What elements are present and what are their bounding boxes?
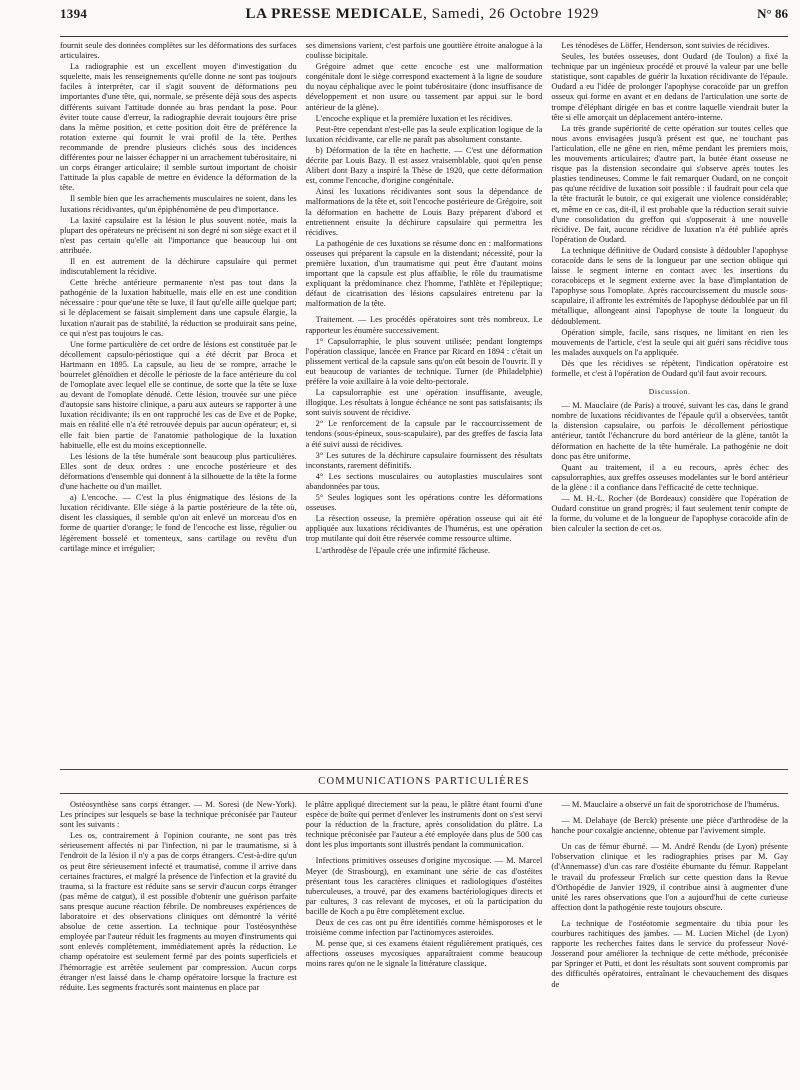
paragraph: M. pense que, si ces examens étaient régulièrement pratiqués, ces affections osseuses mycosiques apparaîtraient comme beaucoup moins rares qu'on ne le signale la littérature classique. bbox=[305, 939, 543, 969]
paragraph: 4° Les sections musculaires ou autoplasties musculaires sont abandonnées par tous. bbox=[305, 471, 543, 491]
paragraph: Ostéosynthèse sans corps étranger. — M. Soresi (de New-York). Les principes sur lesquels se base la technique préconisée par l'auteur sont les suivants : bbox=[60, 800, 297, 830]
masthead bbox=[60, 6, 788, 37]
paragraph: La technique de l'ostéotomie segmentaire du tibia pour les courbures rachitiques des jambes. — M. Lucien Michel (de Lyon) rapporte les recherches faites dans le service du professeur Nové-Josserand pour améliorer la technique de cette méthode, préconisée par Springer et Putti, et dont les résultats sont souvent compromis par des difficultés opératoires, entraînant le chevauchement des disques de bbox=[551, 918, 789, 989]
section-title: COMMUNICATIONS PARTICULIÈRES bbox=[318, 776, 530, 787]
paragraph: fournit seule des données complètes sur les déformations des surfaces articulaires. bbox=[60, 41, 297, 61]
paragraph: 1° Capsulorraphie, le plus souvent utilisée; pendant longtemps l'opération classique, lancée en France par Ricard en 1894 : c'était un plissement vertical de la capsule sans qu'on eût besoin de l'ouvrir. Il y eut beaucoup de variantes de technique. Turner (de Philadelphie) préfère la voie axillaire à la voie delto-pectorale. bbox=[305, 336, 543, 386]
issue-number: N° 86 bbox=[757, 6, 788, 21]
discussion-heading: Discussion. bbox=[648, 387, 691, 397]
column-3 bbox=[551, 800, 788, 1090]
paragraph: le plâtre appliqué directement sur la peau, le plâtre étant fourni d'une espèce de boîte qui permet d'enlever les instruments dont on s'est servi pour la réduction de la fracture, après consolidation du plâtre. La technique préconisée par l'auteur a été employée dans plus de 500 cas dont les plus importants sont illustrés pendant la communication. bbox=[305, 800, 543, 850]
paragraph: Cette brèche antérieure permanente n'est pas tout dans la pathogénie de la luxation habituelle, mais elle en est une condition nécessaire : pour que'une tête se luxe, il faut qu'elle aille quelque part; si le déplacement se faisait simplement dans une capsule élargie, la luxation n'aurait pas de stabilité, la réduction se produirait sans peine, ce qui n'est pas toujours le cas. bbox=[60, 278, 297, 338]
column-1 bbox=[60, 41, 297, 763]
article-columns bbox=[60, 41, 788, 763]
paragraph: La technique définitive de Oudard consiste à dédoubler l'apophyse coracoïde dans le sens de la longueur par une section oblique qui laisse le segment interne en contact avec les insertions du coracobiceps et le segment externe avec la base d'implantation de l'apophyse sous l'omoplate. Après raccourcissement du muscle sous-scapulaire, il affronte les extrémités de l'apophyse dédoublée par un fil métallique, allongeant ainsi l'apophyse de toute la longueur du dédoublement. bbox=[551, 245, 789, 326]
paragraph: Une forme particulière de cet ordre de lésions est constituée par le décollement capsulo-périostique qui a été décrit par Broca et Hartmann en 1895. La capsule, au lieu de se rompre, arrache le bourrelet glénoïdien et décolle le périoste de la face antérieure du col de l'omoplate avec lequel elle se continue, de sorte que la tête se luxe au devant de l'omoplate dénudé. Cette lésion, trouvée sur une pièce d'autopsie sans histoire clinique, a paru aux auteurs se rapporter à une luxation récidivante; ils en ont rapproché les cas de Eve et de Popke, mais en réalité elle n'a été retrouvée depuis par aucun opérateur; et, si elle fait bien partie de l'anatomie pathologique de la luxation habituelle, elle est du moins exceptionnelle. bbox=[60, 339, 297, 450]
paragraph: Dès que les récidives se répètent, l'indication opératoire est formelle, et c'est à l'opération de Oudard qu'il faut avoir recours. bbox=[551, 358, 789, 378]
paragraph: Infections primitives osseuses d'origine mycosique. — M. Marcel Meyer (de Strasbourg), en examinant une série de cas d'ostéites présentant tous les caractères cliniques et radiologiques d'ostéites tuberculeuses, a trouvé, par des examens bactériologiques directs et par cultures, 3 cas relevant de mycoses, et où la participation du bacille de Koch a pu être complètement exclue. bbox=[305, 856, 543, 916]
paragraph: Ainsi les luxations récidivantes sont sous la dépendance de malformations de la tête et, soit l'encoche postérieure de Grégoire, soit la déformation en hachette de Louis Bazy préparent d'abord et entretiennent ensuite la déchirure capsulaire qui permettra les récidives. bbox=[305, 187, 543, 237]
paragraph: Les os, contrairement à l'opinion courante, ne sont pas très sérieusement affectés ni par l'infection, ni par le traumatisme, si à l'endroit de la lésion il n'y a pas de corps étrangers. C'est-à-dire qu'un os peut être sérieusement infecté et traumatisé, comme il arrive dans certaines fractures, et malgré la présence de l'infection et la gravité du trauma, si la fracture est réduite sans se servir d'aucun corps étranger (pas même de catgut), il est possible d'obtenir une guérison parfaite sans presque aucune réaction fébrile. De nombreuses expériences de laboratoire et des observations cliniques ont démontré la vérité absolue de cette assertion. La technique pour l'ostéosynthèse employée par l'auteur réduit les fragments au moyen d'instruments qui sont enlevés complètement, immédiatement après la réduction. Le champ opératoire est seulement fermé par des points superficiels et l'hémorragie est arrêtée seulement par compression. Aucun corps étranger n'est laissé dans le champ opératoire lorsque la fracture est réduite. Les segments fracturés sont maintenus en place par bbox=[60, 831, 297, 992]
section-divider bbox=[60, 769, 788, 770]
column-1 bbox=[60, 800, 297, 1090]
paragraph: L'arthrodèse de l'épaule crée une infirmité fâcheuse. bbox=[315, 545, 491, 555]
paragraph: La radiographie est un excellent moyen d'investigation du squelette, mais les renseignements qu'elle donne ne sont pas toujours faciles à interpréter, car il s'agit souvent de déformations peu importantes d'une tête, qui, normale, se présente déjà sous des aspects différents suivant l'attitude donnée au bras pendant la pose. Pour éviter toute cause d'erreur, la radiographie devrait toujours être prise dans la même position, et cette position doit être de préférence la rotation externe qui fournit le vrai profil de la tête. Perthes recommande de prendre plusieurs clichés sous des incidences différentes pour ne laisser échapper ni un arrachement tubérositaire, ni un corps étranger articulaire; il semble surtout important de choisir l'attitude la plus capable de mettre en évidence la déformation de la tête. bbox=[60, 62, 297, 193]
paragraph: Les ténodèses de Löffer, Henderson, sont suivies de récidives. bbox=[561, 41, 770, 50]
issue-date: , Samedi, 26 Octobre 1929 bbox=[423, 6, 599, 22]
paragraph: Un cas de fémur éburné. — M. André Rendu (de Lyon) présente l'observation clinique et les radiographies prises par M. Gay (d'Annemasse) d'un cas rare d'ostéite éburnante du fémur. Rappelant le travail du professeur Frœlich sur cette question dans la Revue d'Orthopédie de Janvier 1929, il contribue ainsi à augmenter d'une unité les rares observations que l'on a aujourd'hui de cette curieuse affection dont la pathogénie reste toujours obscure. bbox=[551, 842, 789, 912]
paragraph: 2° Le renforcement de la capsule par le raccourcissement de tendons (sous-épineux, sous-scapulaire), par des greffes de fascia lata a été suivi aussi de récidives. bbox=[305, 419, 543, 449]
paragraph: — M. Mauclaire a observé un fait de sporotrichose de l'humérus. bbox=[561, 800, 780, 809]
paragraph: La pathogénie de ces luxations se résume donc en : malformations osseuses qui préparent la capsule en la distendant; nécessité, pour la première luxation, d'un traumatisme qui peut être d'autant moins important que la capsule est plus affaiblie, le rôle du traumatisme expliquant la prédominance chez l'homme, l'athlète et l'épileptique; défaut de cicatrisation des lésions capsulaires entretenu par la malformation de la tête. bbox=[305, 238, 543, 309]
paragraph: Grégoire admet que cette encoche est une malformation congénitale dont le siège correspond exactement à la ligne de soudure du noyau céphalique avec le point tubérositaire (donc insuffisance de développement et non usure ou tassement par appui sur le bord antérieur de la glène). bbox=[305, 62, 543, 112]
column-3 bbox=[551, 41, 788, 763]
paragraph: Quant au traitement, il a eu recours, après échec des capsulorraphies, aux greffes osseuses modelantes sur le bord antérieur de la glène : il a confiance dans l'efficacité de cette technique. bbox=[551, 462, 789, 492]
paragraph: a) L'encoche. — C'est la plus énigmatique des lésions de la luxation récidivante. Elle siège à la partie postérieure de la tête où, disent les classiques, il semble qu'on ait enlevé un morceau d'os en forme de quartier d'orange; le fond de l'encoche est lisse, régulier ou légèrement bosselé et tomenteux, sans cartilage ou revêtu d'un cartilage mince et irrégulier; bbox=[60, 493, 297, 553]
paragraph: — M. Delahaye (de Berck) présente une pièce d'arthrodèse de la hanche pour coxalgie ancienne, obtenue par l'avivement simple. bbox=[551, 816, 789, 836]
paragraph: Les lésions de la tête humérale sont beaucoup plus particulières. Elles sont de deux ordres : une encoche postérieure et des déformations d'ensemble qui donnent à la silhouette de la tête la forme d'une hachette ou d'un maillet. bbox=[60, 451, 297, 492]
page-number: 1394 bbox=[60, 6, 88, 21]
paragraph: Il en est autrement de la déchirure capsulaire qui permet indiscutablement la récidive. bbox=[60, 256, 297, 277]
paragraph: b) Déformation de la tête en hachette. — C'est une déformation décrite par Louis Bazy. Il est assez vraisemblable, quoi qu'en pense Alibert dont Bazy a inspiré la Thèse de 1920, que cette déformation est, comme l'encoche, d'origine congénitale. bbox=[305, 145, 543, 186]
paragraph: La capsulorraphie est une opération insuffisante, aveugle, illogique. Les résultats à longue échéance ne sont pas satisfaisants; ils sont suivis souvent de récidive. bbox=[305, 388, 543, 418]
paragraph: La laxité capsulaire est la lésion le plus souvent notée, mais la plupart des opérateurs ne précisent ni son degré ni son siège exact et il n'est pas certain qu'elle ait l'importance que beaucoup lui ont attribuée. bbox=[60, 215, 297, 255]
paragraph: La résection osseuse, la première opération osseuse qui ait été appliquée aux luxations récidivantes de l'humérus, est une opération trop mutilante qui doit être réservée comme ressource ultime. bbox=[305, 514, 543, 544]
column-2 bbox=[306, 800, 543, 1090]
paragraph: Deux de ces cas ont pu être identifiés comme hémisporoses et le troisième comme infection par l'actinomyces asteroides. bbox=[305, 918, 543, 938]
paragraph: La très grande supériorité de cette opération sur toutes celles que nous avons envisagées jusqu'à présent est que, ne touchant pas l'articulation, elle ne gêne en rien, même pendant les premiers mois, les mouvements articulaires; d'autre part, la butée étant osseuse ne risque pas la distension secondaire qui s'observe après toutes les plasties tendineuses. Comme le fait remarquer Oudard, on ne conçoit pas qu'une récidive de luxation soit possible : il faudrait pour cela que la tête fracturât le butoir, ce qui exigerait une violence considérable; et, même en ce cas, dit-il, il est probable que la réduction serait suivie d'une consolidation du greffon qui s'opposerait à une nouvelle récidive. De fait, aucune récidive de luxation n'a été publiée après l'opération de Oudard. bbox=[551, 123, 789, 244]
paragraph: Seules, les butées osseuses, dont Oudard (de Toulon) a fixé la technique par un ingénieux procédé et prouvé la valeur par une belle statistique, sont capables de guérir la luxation récidivante de l'épaule. Oudard a eu l'idée de prolonger l'apophyse coracoïde par un greffon osseux qui forme en avant et en dedans de l'articulation une sorte de trompe d'éléphant dirigée en bas et contre laquelle viendrait buter la tête si elle amorçait un déplacement antéro-interne. bbox=[551, 52, 789, 122]
paragraph: 5° Seules logiques sont les opérations contre les déformations osseuses. bbox=[305, 493, 543, 513]
paragraph: Opération simple, facile, sans risques, ne limitant en rien les mouvements de l'article, c'est la seule qui ait guéri sans récidive tous les malades auxquels on l'a appliquée. bbox=[551, 327, 789, 357]
paragraph: Il semble bien que les arrachements musculaires ne soient, dans les luxations récidivantes, qu'un épiphénomène de peu d'importance. bbox=[60, 194, 297, 214]
communications-columns bbox=[60, 800, 788, 1090]
paragraph: Peut-être cependant n'est-elle pas la seule explication logique de la luxation récidivante, car elle ne paraît pas absolument constante. bbox=[305, 124, 543, 144]
paragraph: Traitement. — Les procédés opératoires sont très nombreux. Le rapporteur les énumère successivement. bbox=[305, 315, 543, 335]
paragraph: 3° Les sutures de la déchirure capsulaire fournissent des résultats inconstants, rarement définitifs. bbox=[305, 450, 543, 470]
paragraph: L'encoche explique et la première luxation et les récidives. bbox=[315, 113, 513, 123]
paragraph: ses dimensions varient, c'est parfois une gouttière étroite analogue à la coulisse bicipitale. bbox=[305, 41, 543, 61]
column-2 bbox=[306, 41, 543, 763]
paragraph: — M. H.-L. Rocher (de Bordeaux) considère que l'opération de Oudard constitue un grand progrès; il faut seulement tenir compte de la forme, du volume et de la longueur de l'apophyse coracoïde afin de bien calculer la section de cet os. bbox=[551, 494, 789, 534]
journal-title bbox=[246, 6, 599, 23]
journal-name: LA PRESSE MEDICALE bbox=[245, 6, 424, 22]
paragraph: — M. Mauclaire (de Paris) a trouvé, suivant les cas, dans le grand nombre de luxations récidivantes de l'épaule qu'il a observées, tantôt la distension capsulaire, ou parfois le décollement périostique antérieur, tantôt l'échancrure du bord antérieur de la glène, tantôt la déformation en hachette de la tête humérale. La pathogénie ne doit donc pas être uniforme. bbox=[551, 401, 789, 461]
section-divider bbox=[60, 793, 788, 794]
